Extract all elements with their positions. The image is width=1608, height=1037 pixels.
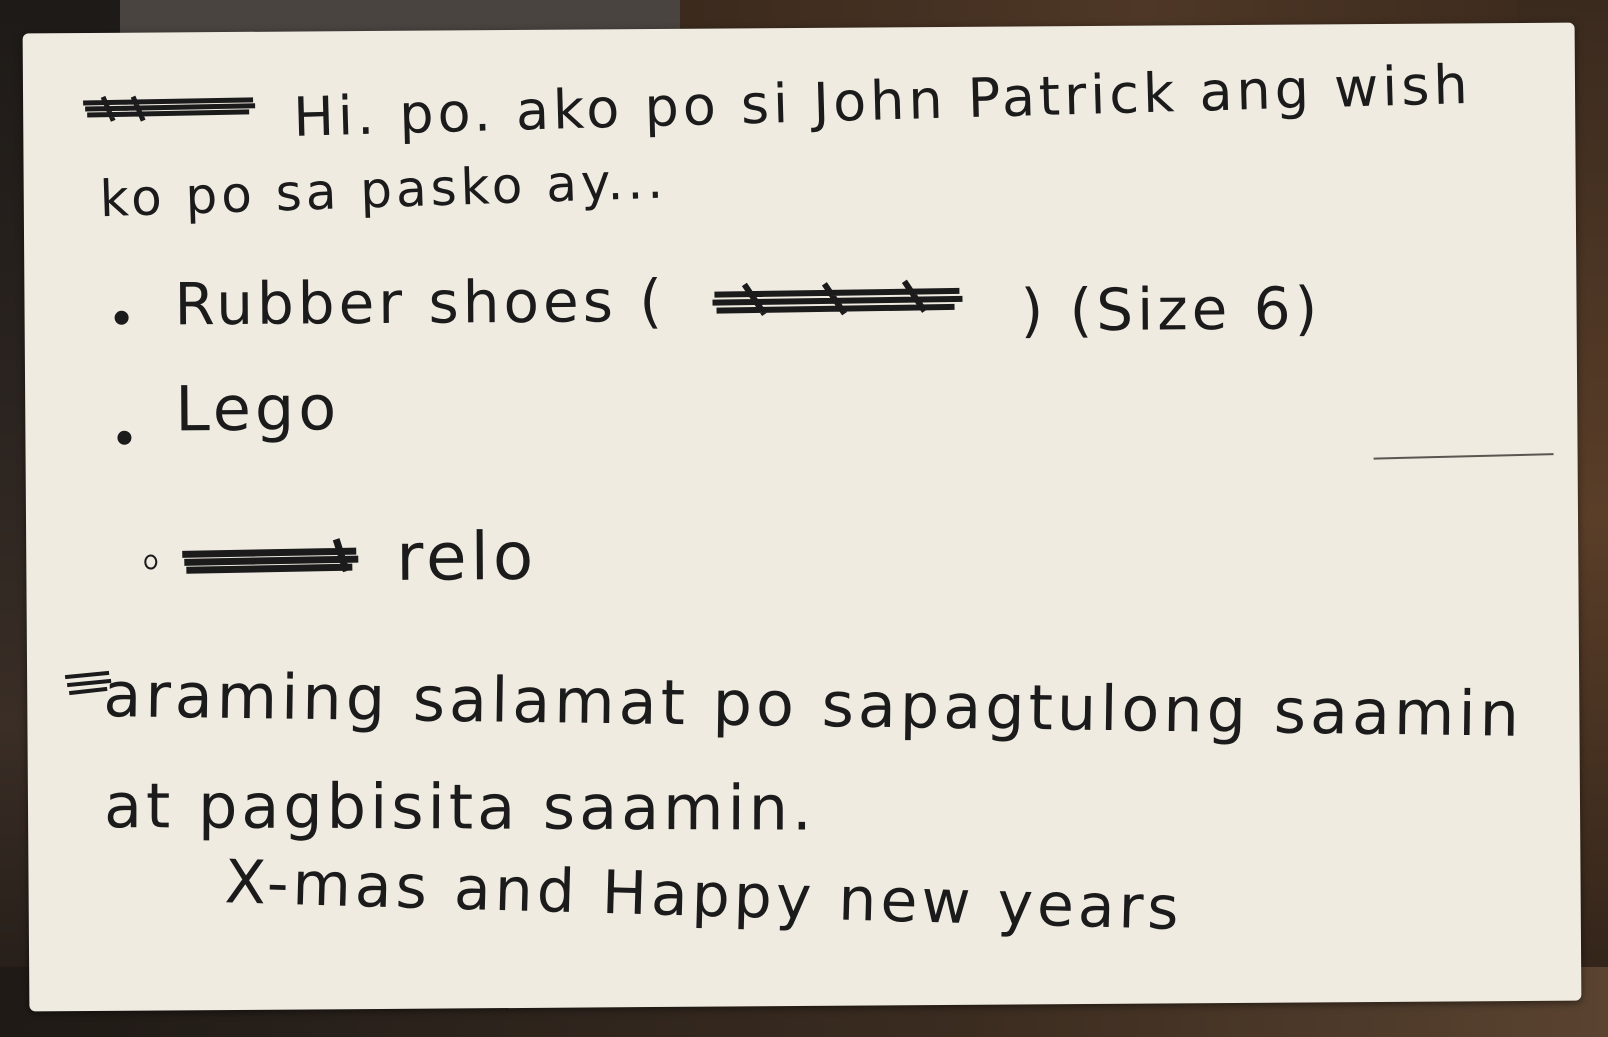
wish-item-rubber-shoes: Rubber shoes ( (174, 266, 667, 339)
bullet-1 (115, 311, 129, 325)
closing-line-2: at pagbisita saamin. (103, 769, 816, 845)
wish-item-relo: relo (396, 517, 538, 596)
bullet-3 (144, 555, 157, 570)
note-line-1: Hi. po. ako po si John Patrick ang wish (292, 52, 1473, 149)
scribble-crossout-3 (176, 531, 366, 582)
wish-item-size: ) (Size 6) (1020, 274, 1322, 345)
closing-line-1: araming salamat po sapagtulong saamin (102, 658, 1524, 751)
wish-item-lego: Lego (174, 371, 341, 446)
scribble-crossout-2 (704, 263, 974, 335)
stray-pen-mark (1374, 453, 1554, 459)
wish-note-card (23, 23, 1582, 1012)
closing-line-3: X-mas and Happy new years (223, 847, 1184, 945)
bullet-2 (117, 431, 131, 445)
note-line-2: ko po sa pasko ay... (98, 151, 668, 229)
scribble-crossout-1 (73, 82, 273, 133)
